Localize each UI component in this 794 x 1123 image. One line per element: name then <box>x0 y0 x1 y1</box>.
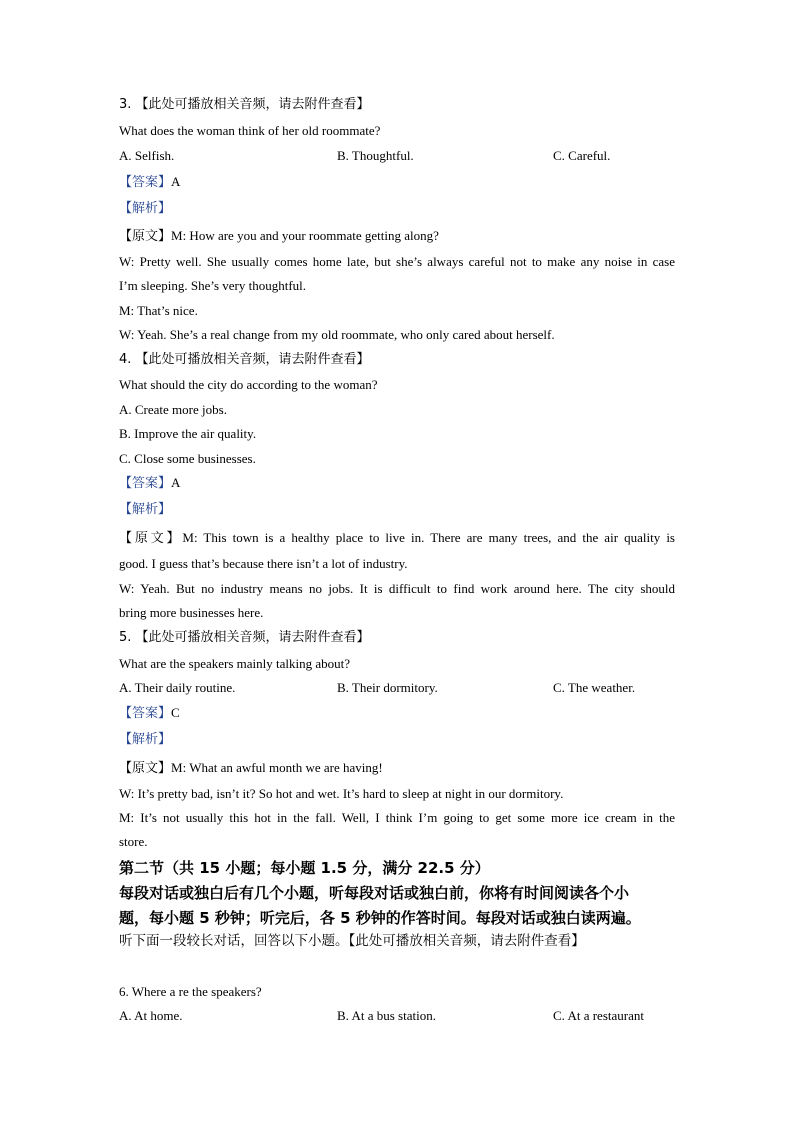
q6-option-a: A. At home. <box>119 1008 183 1023</box>
q3-question: What does the woman think of her old roommate? <box>119 123 381 138</box>
q3-answer <box>119 174 180 191</box>
section2-instructions: 每段对话或独白后有几个小题，听每段对话或独白前，你将有时间阅读各个小 <box>119 884 630 902</box>
q3-answer-value: A <box>171 174 181 189</box>
q5-answer <box>119 705 180 722</box>
q3-transcript-label: 【原文】 <box>119 229 172 244</box>
q4-answer-value: A <box>171 475 181 490</box>
q3-transcript-line: M: That’s nice. <box>119 303 198 318</box>
q3-option-a: A. Selfish. <box>119 148 175 163</box>
q3-transcript-line: W: Pretty well. She usually comes home late, but she’s always careful not to make any noise in case <box>119 254 675 269</box>
q4-transcript-text: M: This town is a healthy place to live in. There are many trees, and the air quality is <box>182 530 675 545</box>
q4-option-b: B. Improve the air quality. <box>119 426 257 441</box>
q6-option-c: C. At a restaurant <box>553 1008 644 1023</box>
q5-transcript-line: W: It’s pretty bad, isn’t it? So hot and wet. It’s hard to sleep at night in our dormitory. <box>119 786 564 801</box>
q3-option-b: B. Thoughtful. <box>337 148 414 163</box>
q4-answer <box>119 475 180 492</box>
q4-transcript-first <box>119 530 675 547</box>
q5-question: What are the speakers mainly talking about? <box>119 656 351 671</box>
q4-transcript-line: W: Yeah. But no industry means no jobs. It is difficult to find work around here. The city should <box>119 581 675 596</box>
q4-answer-label: 【答案】 <box>119 476 172 491</box>
q5-transcript-label: 【原文】 <box>119 761 172 776</box>
q3-transcript-line: I’m sleeping. She’s very thoughtful. <box>119 278 307 293</box>
q6-question: 6. Where a re the speakers? <box>119 984 262 999</box>
q3-transcript-first <box>119 228 439 245</box>
section2-note: 听下面一段较长对话，回答以下小题。【此处可播放相关音频，请去附件查看】 <box>119 933 585 949</box>
q3-transcript-line: W: Yeah. She’s a real change from my old roommate, who only cared about herself. <box>119 327 555 342</box>
q4-transcript-label: 【原文】 <box>119 531 183 546</box>
q4-transcript-line: bring more businesses here. <box>119 605 264 620</box>
q4-question: What should the city do according to the woman? <box>119 377 378 392</box>
q3-option-c: C. Careful. <box>553 148 611 163</box>
q5-transcript-text: M: What an awful month we are having! <box>171 760 383 775</box>
q5-analysis-label: 【解析】 <box>119 732 172 747</box>
q3-answer-label: 【答案】 <box>119 175 172 190</box>
section2-instructions: 题，每小题 5 秒钟；听完后，各 5 秒钟的作答时间。每段对话或独白读两遍。 <box>119 909 641 927</box>
q5-transcript-first <box>119 760 383 777</box>
q5-answer-value: C <box>171 705 180 720</box>
section2-title: 第二节（共 15 小题；每小题 1.5 分，满分 22.5 分） <box>119 859 490 877</box>
q4-header: 4. 【此处可播放相关音频，请去附件查看】 <box>119 352 370 367</box>
q5-header: 5. 【此处可播放相关音频，请去附件查看】 <box>119 630 370 645</box>
q3-transcript-text: M: How are you and your roommate getting along? <box>171 228 439 243</box>
q5-transcript-line: store. <box>119 834 148 849</box>
q4-option-c: C. Close some businesses. <box>119 451 256 466</box>
q3-analysis-label: 【解析】 <box>119 201 172 216</box>
q4-option-a: A. Create more jobs. <box>119 402 227 417</box>
q5-option-a: A. Their daily routine. <box>119 680 236 695</box>
q4-analysis-label: 【解析】 <box>119 502 172 517</box>
q3-header: 3. 【此处可播放相关音频，请去附件查看】 <box>119 97 370 112</box>
q6-option-b: B. At a bus station. <box>337 1008 436 1023</box>
q5-answer-label: 【答案】 <box>119 706 172 721</box>
q4-transcript-line: good. I guess that’s because there isn’t a lot of industry. <box>119 556 408 571</box>
q5-option-b: B. Their dormitory. <box>337 680 438 695</box>
q5-option-c: C. The weather. <box>553 680 636 695</box>
q5-transcript-line: M: It’s not usually this hot in the fall. Well, I think I’m going to get some more ice cream in the <box>119 810 675 825</box>
